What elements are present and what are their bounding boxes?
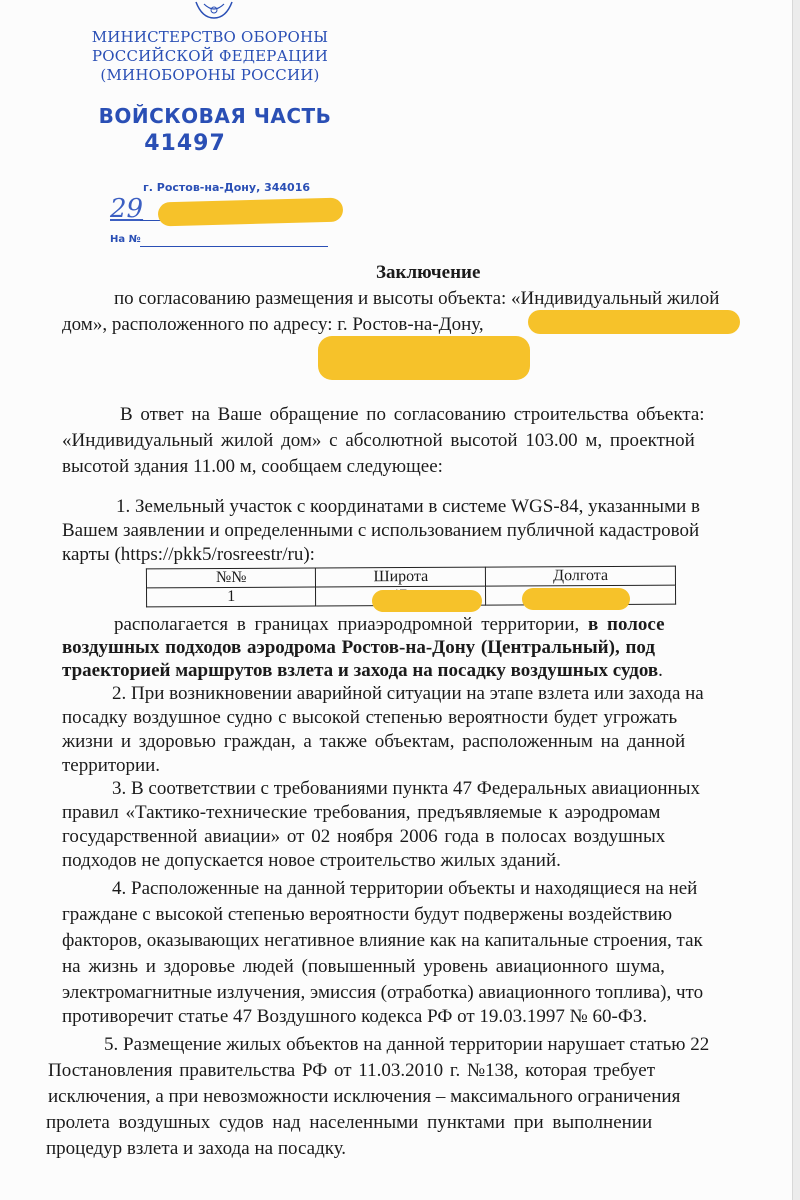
redaction-latitude: [372, 590, 482, 612]
item5-line: процедур взлета и захода на посадку.: [46, 1138, 347, 1159]
item1-location-end: .: [658, 660, 663, 681]
intro-line: В ответ на Ваше обращение по согласованию строительства объекта:: [120, 404, 705, 425]
document-title: Заключение: [376, 262, 481, 283]
item4-line: на жизнь и здоровье людей (повышенный уровень авиационного шума,: [62, 956, 665, 977]
item5-line: Постановления правительства РФ от 11.03.2010 г. №138, которая требует: [48, 1060, 656, 1081]
item4-line: факторов, оказывающих негативное влияние как на капитальные строения, так: [62, 930, 703, 951]
page-edge: [792, 0, 800, 1200]
table-header-row: [146, 566, 675, 588]
item4-line: 4. Расположенные на данной территории объекты и находящиеся на ней: [112, 878, 698, 899]
item1-location-bold: в полосе: [588, 614, 665, 635]
city-address: г. Ростов-на-Дону, 344016: [143, 181, 310, 194]
item5-line: пролета воздушных судов над населенными пунктами при выполнении: [46, 1112, 653, 1133]
table-header-cell: Долгота: [486, 566, 676, 586]
redaction-address-2: [318, 336, 530, 380]
item3-line: подходов не допускается новое строительство жилых зданий.: [62, 850, 561, 871]
item1-line: 1. Земельный участок с координатами в системе WGS-84, указанными в: [116, 496, 700, 517]
redaction-date: [158, 198, 344, 227]
reference-number-label: На №: [110, 234, 141, 245]
item3-line: государственной авиации» от 02 ноября 2006 года в полосах воздушных: [62, 826, 666, 847]
item1-location-bold: воздушных подходов аэродрома Ростов-на-Дону (Центральный), под: [62, 637, 655, 658]
item2-line: территории.: [62, 755, 161, 776]
item4-line: противоречит статье 47 Воздушного кодекса РФ от 19.03.1997 № 60-ФЗ.: [62, 1006, 648, 1027]
handwritten-date: 29: [110, 194, 144, 224]
ministry-line: МИНИСТЕРСТВО ОБОРОНЫ: [91, 28, 329, 46]
item5-line: 5. Размещение жилых объектов на данной территории нарушает статью 22: [104, 1034, 710, 1055]
intro-line: «Индивидуальный жилой дом» с абсолютной высотой 103.00 м, проектной: [62, 430, 695, 451]
item1-location-bold: траекторией маршрутов взлета и захода на посадку воздушных судов: [62, 660, 659, 681]
item4-line: граждане с высокой степенью вероятности будут подвержены воздействию: [62, 904, 673, 925]
item1-line: карты (https://pkk5/rosreestr/ru):: [62, 544, 315, 565]
table-cell: 1: [147, 587, 317, 607]
redaction-longitude: [522, 588, 630, 610]
item4-line: электромагнитные излучения, эмиссия (отработка) авиационного топлива), что: [62, 982, 704, 1003]
item3-line: правил «Тактико-технические требования, предъявляемые к аэродромам: [62, 802, 661, 823]
intro-line: высотой здания 11.00 м, сообщаем следующее:: [62, 456, 443, 477]
coat-of-arms-icon: [192, 0, 236, 20]
ministry-line: РОССИЙСКОЙ ФЕДЕРАЦИИ: [92, 47, 328, 65]
item1-line: Вашем заявлении и определенными с использованием публичной кадастровой: [62, 520, 700, 541]
unit-number: 41497: [144, 131, 226, 156]
item2-line: 2. При возникновении аварийной ситуации на этапе взлета или захода на: [112, 683, 704, 704]
item3-line: 3. В соответствии с требованиями пункта 47 Федеральных авиационных: [112, 778, 700, 799]
item1-location-line: [62, 660, 663, 682]
item5-line: исключения, а при невозможности исключения – максимального ограничения: [48, 1086, 681, 1107]
item1-location-text: располагается в границах приаэродромной территории,: [114, 614, 580, 635]
item2-line: жизни и здоровью граждан, а также объектам, расположенным на данной: [62, 731, 686, 752]
ministry-line: (МИНОБОРОНЫ РОССИИ): [100, 66, 320, 84]
ministry-name: [80, 28, 340, 85]
subject-line: по согласованию размещения и высоты объекта: «Индивидуальный жилой: [114, 288, 720, 309]
item2-line: посадку воздушное судно с высокой степенью вероятности будет угрожать: [62, 707, 678, 728]
unit-label: ВОЙСКОВАЯ ЧАСТЬ: [98, 104, 332, 128]
table-header-cell: Широта: [316, 567, 486, 587]
redaction-address-1: [528, 310, 740, 334]
item1-location-line: [114, 614, 665, 636]
table-header-cell: №№: [146, 568, 316, 588]
reference-line: [140, 246, 328, 247]
subject-line: дом», расположенного по адресу: г. Ростов-на-Дону,: [62, 314, 484, 335]
